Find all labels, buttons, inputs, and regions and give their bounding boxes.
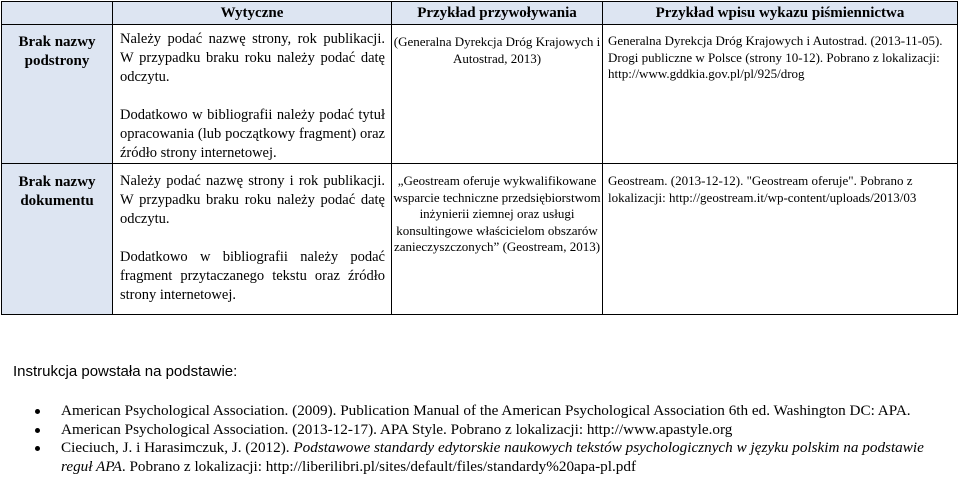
list-item: [35, 402, 955, 421]
bibliography-example-text: Generalna Dyrekcja Dróg Krajowych i Autostrad. (2013-11-05). Drogi publiczne w Polsce (strony 10-12). Pobrano z lokalizacji: http://www.gddkia.gov.pl/pl/925/drog: [608, 33, 943, 81]
bibliography-example-text: Geostream. (2013-12-12). "Geostream oferuje". Pobrano z lokalizacji: http://geostream.it/wp-content/uploads/2013/03: [608, 173, 917, 205]
header-citation-example: Przykład przywoływania: [392, 2, 603, 25]
header-bibliography-example: Przykład wpisu wykazu piśmiennictwa: [603, 2, 958, 25]
sources-heading: Instrukcja powstała na podstawie:: [13, 363, 238, 380]
citation-guidelines-table: [1, 1, 958, 315]
list-item: [35, 439, 955, 476]
table-header-row: [2, 2, 958, 25]
citation-example-cell: [392, 164, 603, 315]
guideline-text: Dodatkowo w bibliografii należy podać fragment przytaczanego tekstu oraz źródło strony internetowej.: [120, 249, 385, 303]
header-cell-empty: [2, 2, 113, 25]
bibliography-example-cell: [603, 164, 958, 315]
row-label: Brak nazwy podstrony: [2, 25, 113, 164]
guideline-cell: [113, 25, 392, 164]
guideline-cell: [113, 164, 392, 315]
table-row: [2, 164, 958, 315]
table-row: [2, 25, 958, 164]
header-guidelines: Wytyczne: [113, 2, 392, 25]
reference-prefix: Cieciuch, J. i Harasimczuk, J. (2012).: [61, 439, 294, 456]
reference-text: American Psychological Association. (2009). Publication Manual of the American Psychological Association 6th ed. Washington DC: APA.: [61, 402, 911, 419]
bibliography-example-cell: [603, 25, 958, 164]
citation-example-cell: [392, 25, 603, 164]
guideline-text: Należy podać nazwę strony i rok publikacji. W przypadku braku roku należy podać datę odczytu.: [120, 173, 385, 227]
citation-example-text: „Geostream oferuje wykwalifikowane wsparcie techniczne przedsiębiorstwom inżynierii ziemnej oraz usługi konsultingowe właścicielom obszarów zanieczyszczonych” (Geostream, 2013): [393, 173, 601, 254]
reference-title: Podstawowe standardy edytorskie naukowych tekstów psychologicznych w języku polskim na podstawie reguł APA: [61, 439, 924, 475]
reference-text: American Psychological Association. (2013-12-17). APA Style. Pobrano z lokalizacji: http://www.apastyle.org: [61, 420, 733, 438]
list-item: [35, 421, 955, 440]
guideline-text: Dodatkowo w bibliografii należy podać tytuł opracowania (lub początkowy fragment) oraz źródło strony internetowej.: [120, 107, 385, 161]
sources-list: [35, 402, 955, 476]
row-label: Brak nazwy dokumentu: [2, 164, 113, 315]
reference-suffix: . Pobrano z lokalizacji: http://liberilibri.pl/sites/default/files/standardy%20apa-pl.pdf: [121, 457, 637, 475]
guideline-text: Należy podać nazwę strony, rok publikacji. W przypadku braku roku należy podać datę odczytu.: [120, 31, 385, 85]
citation-example-text: (Generalna Dyrekcja Dróg Krajowych i Autostrad, 2013): [393, 34, 601, 66]
